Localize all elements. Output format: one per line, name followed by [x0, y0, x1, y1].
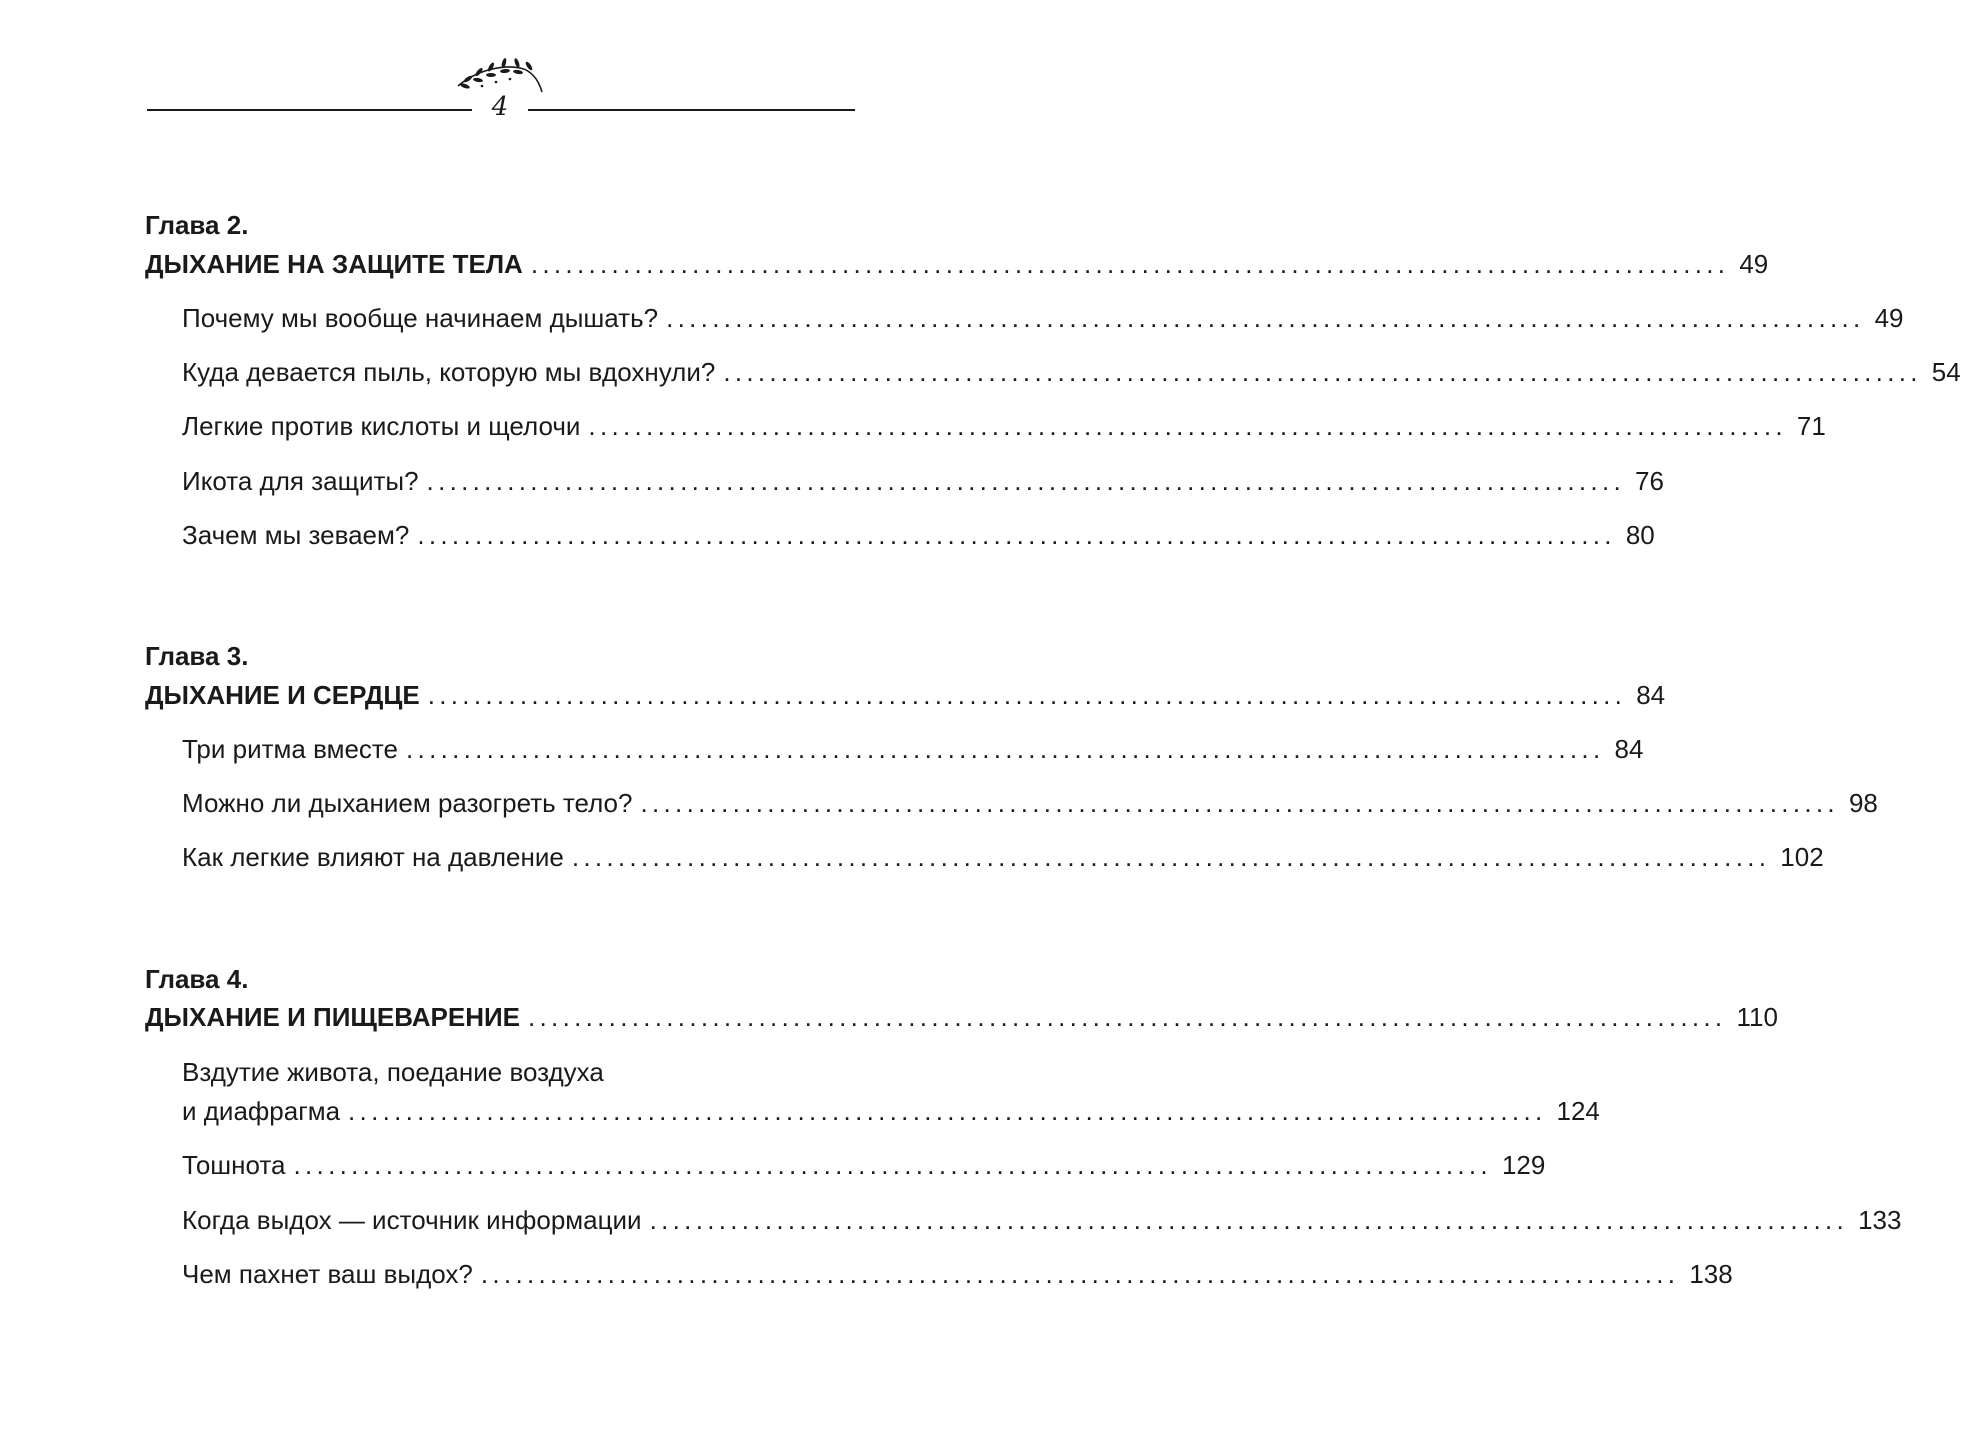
- section-title: Три ритма вместе: [182, 734, 399, 764]
- page-ref: 133: [1858, 1205, 1902, 1235]
- dot-leader: ........................................................................................................: [528, 1002, 1727, 1032]
- toc-section-entry[interactable]: [182, 1148, 1546, 1182]
- section-title: и диафрагма: [182, 1096, 341, 1126]
- chapter-title: ДЫХАНИЕ И СЕРДЦЕ: [145, 680, 420, 710]
- dot-leader: ........................................................................................................: [293, 1150, 1492, 1180]
- chapter-label: Глава 3.: [145, 641, 249, 671]
- toc-section-entry[interactable]: [182, 1094, 1600, 1128]
- toc-section-entry[interactable]: [182, 840, 1824, 874]
- header-rule-right: [528, 109, 855, 111]
- toc-section-entry[interactable]: [182, 1257, 1733, 1291]
- toc-section-entry[interactable]: [182, 732, 1644, 766]
- section-title: Почему мы вообще начинаем дышать?: [182, 303, 659, 333]
- page-number: 4: [491, 92, 509, 122]
- section-title-line[interactable]: Вздутие живота, поедание воздуха: [182, 1057, 604, 1087]
- toc-section-entry[interactable]: [182, 464, 1664, 498]
- dot-leader: ........................................................................................................: [588, 411, 1787, 441]
- chapter-title: ДЫХАНИЕ НА ЗАЩИТЕ ТЕЛА: [145, 249, 523, 279]
- page-ref: 54: [1931, 357, 1961, 387]
- chapter-title: ДЫХАНИЕ И ПИЩЕВАРЕНИЕ: [145, 1002, 520, 1032]
- page-ref: 80: [1625, 520, 1655, 550]
- dot-leader: ........................................................................................................: [480, 1259, 1680, 1289]
- dot-leader: ........................................................................................................: [427, 680, 1627, 710]
- page-header: [0, 0, 1000, 140]
- toc-section-entry[interactable]: [182, 301, 1904, 335]
- toc-section-entry[interactable]: [182, 409, 1826, 443]
- dot-leader: ........................................................................................................: [666, 303, 1865, 333]
- toc-section-entry[interactable]: [182, 786, 1878, 820]
- toc-section-entry[interactable]: [182, 1203, 1902, 1237]
- dot-leader: ........................................................................................................: [649, 1205, 1849, 1235]
- page-ref: 71: [1796, 411, 1826, 441]
- dot-leader: ........................................................................................................: [406, 734, 1605, 764]
- page-ref: 76: [1635, 466, 1664, 496]
- toc-section-entry[interactable]: [182, 355, 1961, 389]
- dot-leader: ........................................................................................................: [530, 249, 1730, 279]
- chapter-label: Глава 4.: [145, 964, 249, 994]
- page-ref: 138: [1689, 1259, 1733, 1289]
- dot-leader: ........................................................................................................: [723, 357, 1922, 387]
- page-ref: 84: [1636, 680, 1666, 710]
- dot-leader: ........................................................................................................: [348, 1096, 1547, 1126]
- dot-leader: ........................................................................................................: [571, 842, 1771, 872]
- toc-chapter-entry[interactable]: [145, 678, 1666, 712]
- section-title: Зачем мы зеваем?: [182, 520, 410, 550]
- header-rule-left: [147, 109, 472, 111]
- section-title: Когда выдох — источник информации: [182, 1205, 642, 1235]
- dot-leader: ........................................................................................................: [640, 788, 1839, 818]
- page-ref: 102: [1780, 842, 1824, 872]
- dot-leader: ........................................................................................................: [426, 466, 1626, 496]
- section-title: Как легкие влияют на давление: [182, 842, 564, 872]
- page-ref: 84: [1614, 734, 1644, 764]
- page-ref: 98: [1848, 788, 1878, 818]
- section-title: Куда девается пыль, которую мы вдохнули?: [182, 357, 716, 387]
- page-ref: 49: [1739, 249, 1769, 279]
- section-title: Можно ли дыханием разогреть тело?: [182, 788, 633, 818]
- chapter-label: Глава 2.: [145, 210, 249, 240]
- toc-chapter-entry[interactable]: [145, 247, 1769, 281]
- page-ref: 124: [1556, 1096, 1600, 1126]
- page-ref: 129: [1501, 1150, 1546, 1180]
- toc-chapter-entry[interactable]: [145, 1000, 1778, 1034]
- section-title: Чем пахнет ваш выдох?: [182, 1259, 473, 1289]
- section-title: Тошнота: [182, 1150, 286, 1180]
- section-title: Икота для защиты?: [182, 466, 419, 496]
- page-ref: 110: [1736, 1002, 1778, 1032]
- section-title: Легкие против кислоты и щелочи: [182, 411, 581, 441]
- toc-section-entry[interactable]: [182, 518, 1655, 552]
- page-ref: 49: [1874, 303, 1904, 333]
- dot-leader: ........................................................................................................: [417, 520, 1616, 550]
